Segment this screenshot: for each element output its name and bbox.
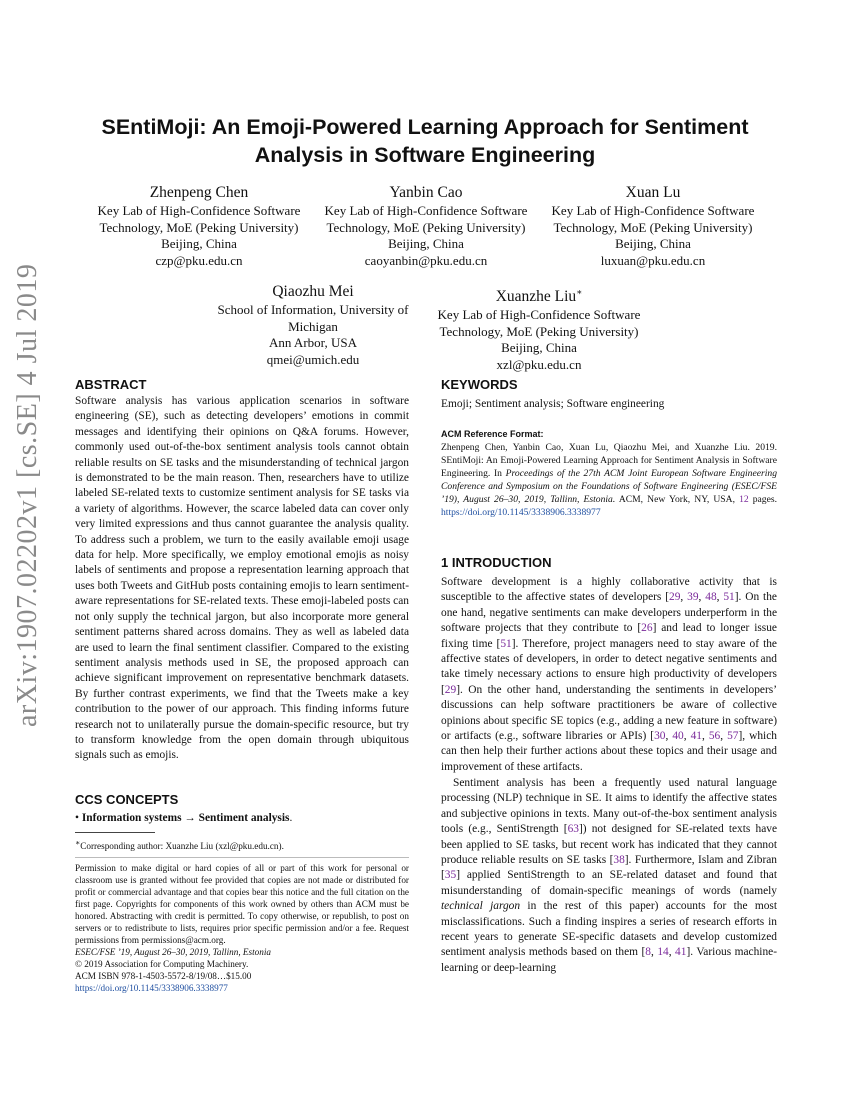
- acm-reference-text: [441, 441, 777, 519]
- author-affiliation: Key Lab of High-Confidence Software: [324, 203, 528, 218]
- author-name-text: Xuanzhe Liu: [495, 288, 577, 306]
- citation-link[interactable]: 41: [675, 946, 687, 959]
- introduction-paragraph-1: [441, 575, 777, 775]
- corresponding-footnote: [75, 837, 409, 852]
- ccs-concepts: [75, 811, 409, 826]
- author-block-liu: [428, 282, 650, 373]
- citation-separator: ,: [683, 730, 691, 743]
- author-email: xzl@pku.edu.cn: [496, 356, 582, 372]
- paper-title: [60, 113, 790, 169]
- citation-separator: ,: [665, 730, 673, 743]
- text-run: ] and lead to longer issue fixing time [: [441, 622, 777, 650]
- citation-link[interactable]: 51: [723, 591, 735, 604]
- acm-reference-heading: ACM Reference Format:: [441, 429, 544, 439]
- citation-separator: ,: [720, 730, 728, 743]
- text-run: ] applied SentiStrength to an SE-related dataset and found that misunderstanding of domain-specific meanings of words (namely: [441, 869, 777, 897]
- keywords-heading: KEYWORDS: [441, 377, 518, 392]
- ref-pages: 12: [739, 494, 749, 505]
- text-run: ]. Furthermore, Islam and Zibran [: [441, 854, 777, 882]
- citation-link[interactable]: 51: [500, 637, 512, 650]
- arxiv-identifier: arXiv:1907.02202v1 [cs.SE] 4 Jul 2019: [12, 263, 43, 727]
- ccs-bullet: •: [75, 812, 79, 824]
- citation-link[interactable]: 48: [705, 591, 717, 604]
- conference-line: ESEC/FSE ’19, August 26–30, 2019, Tallinn, Estonia: [75, 947, 272, 957]
- citation-link[interactable]: 30: [654, 730, 666, 743]
- author-location: Beijing, China: [161, 236, 237, 251]
- author-block-lu: [542, 183, 764, 269]
- author-affiliation: Technology, MoE (Peking University): [439, 323, 639, 339]
- citation-link[interactable]: 40: [672, 730, 684, 743]
- acm-reference-block: [441, 428, 777, 519]
- author-email: qmei@umich.edu: [266, 351, 360, 367]
- citation-separator: ,: [651, 946, 658, 959]
- ccs-period: .: [289, 812, 293, 824]
- ccs-concept-a: Information systems: [81, 812, 182, 824]
- ref-authors: Zhenpeng Chen, Yanbin Cao, Xuan Lu, Qiaozhu Mei, and Xuanzhe Liu. 2019. SEntiMoji: An Emoji-Powered Learning Approach for Sentiment Analysis in Software Engineering. In: [441, 442, 777, 479]
- citation-link[interactable]: 56: [708, 730, 721, 743]
- citation-link[interactable]: 14: [657, 946, 669, 959]
- introduction-heading: 1 INTRODUCTION: [441, 555, 552, 570]
- author-name: Xuan Lu: [625, 184, 681, 201]
- author-name: Qiaozhu Mei: [272, 283, 354, 300]
- author-name: Yanbin Cao: [389, 184, 463, 201]
- ref-doi-link[interactable]: https://doi.org/10.1145/3338906.3338977: [441, 507, 601, 518]
- keywords-list: Emoji; Sentiment analysis; Software engineering: [441, 398, 665, 410]
- emphasis-term: technical jargon: [441, 900, 521, 913]
- author-affiliation: Key Lab of High-Confidence Software: [437, 307, 641, 323]
- doi-link[interactable]: https://doi.org/10.1145/3338906.3338977: [75, 983, 228, 993]
- citation-link[interactable]: 8: [645, 946, 651, 959]
- text-run: Sentiment analysis has been a frequently used natural language processing (NLP) technique in SE. It aims to identify the affective states and subjective opinions in texts. Many out-of-the-box sentiment analysis tools (e.g., SentiStrength [: [441, 777, 777, 836]
- permission-notice: Permission to make digital or hard copies of all or part of this work for personal or classroom use is granted without fee provided that copies are not made or distributed for profit or commercial advantage and that copies bear this notice and the full citation on the first page. Copyrights for components of this work owned by others than ACM must be honored. Abstracting with credit is permitted. To copy otherwise, or republish, to post on servers or to redistribute to lists, requires prior specific permission and/or a fee. Request permissions from permissions@acm.org.: [75, 863, 409, 945]
- citation-separator: ,: [680, 591, 688, 604]
- ref-publisher: ACM, New York, NY, USA,: [615, 494, 740, 505]
- author-affiliation: Technology, MoE (Peking University): [553, 219, 753, 235]
- abstract-heading: ABSTRACT: [75, 377, 147, 392]
- ccs-concept-b: Sentiment analysis: [198, 812, 290, 824]
- footnote-text: Corresponding author: Xuanzhe Liu (xzl@pku.edu.cn).: [80, 841, 284, 852]
- author-affiliation: Technology, MoE (Peking University): [326, 219, 526, 235]
- copyright-line: © 2019 Association for Computing Machinery.: [75, 959, 249, 969]
- ref-pages-label: pages.: [748, 494, 777, 505]
- author-affiliation: Key Lab of High-Confidence Software: [551, 203, 755, 218]
- author-email: caoyanbin@pku.edu.cn: [364, 252, 488, 268]
- footnote-rule: [75, 832, 155, 833]
- citation-link[interactable]: 63: [567, 823, 579, 836]
- text-run: ]) not designed for SE-related texts have been applied to SE tasks, but recent work has indicated that they cannot produce reliable results on SE tasks [: [441, 823, 778, 867]
- author-block-chen: [88, 183, 310, 269]
- author-affiliation: Key Lab of High-Confidence Software: [97, 203, 301, 218]
- citation-link[interactable]: 57: [727, 730, 739, 743]
- title-line-1: SEntiMoji: An Emoji-Powered Learning Approach for Sentiment: [101, 115, 749, 139]
- permission-block: [75, 862, 409, 994]
- author-block-cao: [315, 183, 537, 269]
- ccs-arrow: →: [184, 812, 196, 824]
- author-location: Beijing, China: [501, 340, 577, 356]
- ccs-heading: CCS CONCEPTS: [75, 792, 179, 807]
- footnote-mark: ∗: [75, 838, 81, 847]
- citation-separator: ,: [698, 591, 706, 604]
- author-email: luxuan@pku.edu.cn: [600, 252, 706, 268]
- permission-divider: [75, 857, 409, 858]
- author-location: Beijing, China: [615, 236, 691, 251]
- text-run: ]. Therefore, project managers need to stay aware of the affective states of developers, in order to detect negative sentiments and take timely necessary actions to ensure high productivity of developers [: [441, 637, 777, 696]
- citation-link[interactable]: 26: [641, 622, 653, 635]
- ref-venue: Proceedings of the 27th ACM Joint European Software Engineering Conference and Symposium on the Foundations of Software Engineering (ESEC/FSE ’19), August 26–30, 2019, Tallinn, Estonia.: [441, 468, 777, 505]
- text-run: ]. On the other hand, understanding the sentiments in developers’ discussions can help software practitioners be aware of collective opinions about specific SE topics (e.g., adding a new feature in software) or artifacts (e.g., software libraries or APIs) [: [441, 683, 777, 743]
- isbn-line: ACM ISBN 978-1-4503-5572-8/19/08…$15.00: [75, 971, 252, 981]
- citation-link[interactable]: 35: [444, 869, 457, 882]
- text-run: ], which can then help their further actions about these topics and their usage and improvement of these artifacts.: [441, 730, 777, 773]
- corresponding-mark: ∗: [576, 287, 583, 297]
- author-block-mei: [202, 282, 424, 368]
- citation-separator: ,: [668, 946, 676, 959]
- introduction-paragraph-2: [441, 776, 777, 976]
- citation-separator: ,: [701, 730, 709, 743]
- author-name: [428, 282, 650, 307]
- citation-link[interactable]: 39: [687, 591, 699, 604]
- abstract-body: Software analysis has various application scenarios in software engineering (SE), such as detecting developers’ emotions in commit messages and identifying their opinions on Q&A forums. However, commonly used out-of-the-box sentiment analysis tools cannot obtain reliable results on SE tasks and the misunderstanding of technical jargon is demonstrated to be the main reason. Then, researchers have to utilize labeled SE-related texts to customize sentiment analysis for SE tasks via a variety of algorithms. However, the scarce labeled data can cover only very limited expressions and thus cannot guarantee the analysis quality. To address such a problem, we turn to the easily available emoji usage data for help. More specifically, we employ emotional emojis as noisy labels of sentiments and propose a representation learning approach that uses both Tweets and GitHub posts containing emojis to learn sentiment-aware representations for SE-related texts. These emoji-labeled posts can not only supply the technical jargon, but also incorporate more general sentiment patterns shared across domains. They as well as labeled data are used to learn the final sentiment classifier. Compared to the existing sentiment analysis methods used in SE, the proposed approach can achieve significant improvement on representative benchmark datasets. By further contrast experiments, we find that the Tweets make a key contribution to the power of our approach. This finding informs future research not to unilaterally pursue the domain-specific resource, but try to transform knowledge from the open domain through ubiquitous signals such as emojis.: [75, 395, 409, 762]
- author-location: Ann Arbor, USA: [269, 335, 357, 350]
- citation-link[interactable]: 41: [690, 730, 702, 743]
- author-email: czp@pku.edu.cn: [155, 252, 243, 268]
- text-run: Software development is a highly collaborative activity that is susceptible to the affective states of developers [: [441, 576, 777, 604]
- text-run: in the rest of this paper) accounts for the most misclassifications. Such a finding inspires a series of research efforts in recent years to generate SE-specific datasets and develop customized sentiment analysis methods based on them [: [441, 900, 777, 959]
- citation-link[interactable]: 29: [444, 683, 457, 696]
- author-affiliation: Technology, MoE (Peking University): [99, 219, 299, 235]
- title-line-2: Analysis in Software Engineering: [254, 143, 596, 167]
- author-affiliation: School of Information, University of: [217, 302, 409, 317]
- author-name: Zhenpeng Chen: [149, 184, 249, 201]
- text-run: ]. On the one hand, negative sentiments can make developers underperform in the software projects that they contribute to [: [441, 591, 777, 635]
- citation-separator: ,: [716, 591, 724, 604]
- text-run: ]. Various machine-learning or deep-learning: [441, 946, 777, 974]
- citation-link[interactable]: 38: [613, 854, 625, 867]
- author-location: Beijing, China: [388, 236, 464, 251]
- author-affiliation: Michigan: [288, 318, 338, 334]
- citation-link[interactable]: 29: [669, 591, 681, 604]
